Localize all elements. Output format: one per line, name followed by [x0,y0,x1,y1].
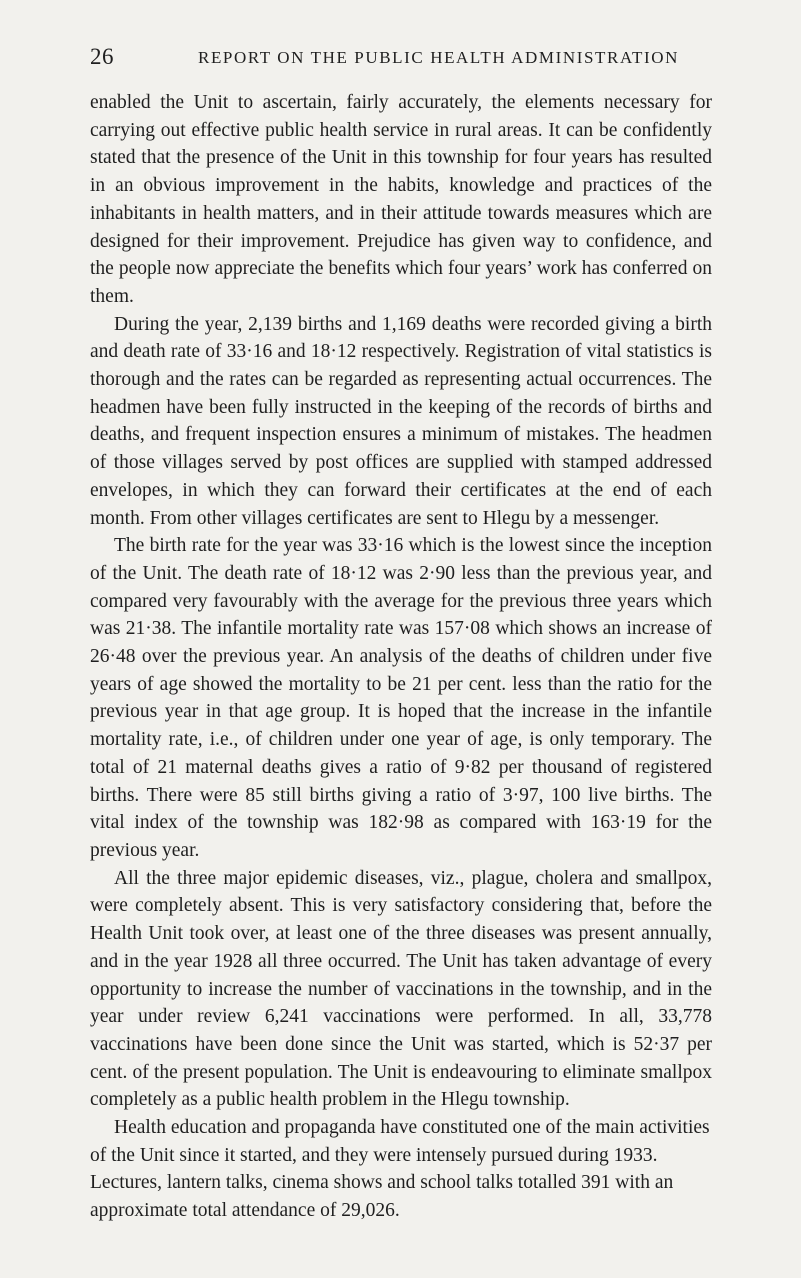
paragraph-birth-death-rates: The birth rate for the year was 33·16 which is the lowest since the inception of the Unit. The death rate of 18·12 was 2·90 less than the previous year, and compared very favourably with the average for the previous three years which was 21·38. The infantile mortality rate was 157·08 which shows an increase of 26·48 over the previous year. An analysis of the deaths of children under five years of age showed the mortality to be 21 per cent. less than the ratio for the previous year in that age group. It is hoped that the increase in the infantile mortality rate, i.e., of children under one year of age, is only temporary. The total of 21 maternal deaths gives a ratio of 9·82 per thousand of registered births. There were 85 still births giving a ratio of 3·97, 100 live births. The vital index of the township was 182·98 as compared with 163·19 for the previous year. [90,535,712,861]
paragraph-epidemic-diseases: All the three major epidemic diseases, viz., plague, cholera and smallpox, were completely absent. This is very satisfactory considering that, before the Health Unit took over, at least one of the three diseases was present annually, and in the year 1928 all three occurred. The Unit has taken advantage of every opportunity to increase the number of vaccinations in the township, and in the year under review 6,241 vaccinations were performed. In all, 33,778 vaccinations have been done since the Unit was started, which is 52·37 per cent. of the present population. The Unit is endeavouring to eliminate smallpox completely as a public health problem in the Hlegu township. [90,867,712,1111]
paragraph-continuation: enabled the Unit to ascertain, fairly accurately, the elements necessary for carrying out effective public health service in rural areas. It can be confidently stated that the presence of the Unit in this township for four years has resulted in an obvious improvement in the habits, knowledge and practices of the inhabitants in health matters, and in their attitude towards measures which are designed for their improvement. Prejudice has given way to confidence, and the people now appreciate the benefits which four years’ work has conferred on them. [90,92,712,307]
running-title: REPORT ON THE PUBLIC HEALTH ADMINISTRATION [198,48,679,67]
body-text [90,89,712,1225]
paragraph-health-education: Health education and propaganda have constituted one of the main activities of the Unit since it started, and they were intensely pursued during 1933. Lectures, lantern talks, cinema shows and school talks totalled 391 with an approximate total attendance of 29,026. [90,1117,710,1222]
page-number: 26 [90,44,114,69]
paragraph-vital-statistics: During the year, 2,139 births and 1,169 deaths were recorded giving a birth and death rate of 33·16 and 18·12 respectively. Registration of vital statistics is thorough and the rates can be regarded as representing actual occurrences. The headmen have been fully instructed in the keeping of the records of births and deaths, and frequent inspection ensures a minimum of mistakes. The headmen of those villages served by post offices are supplied with stamped addressed envelopes, in which they can forward their certificates at the end of each month. From other villages certificates are sent to Hlegu by a messenger. [90,313,712,529]
page-header [90,44,730,74]
